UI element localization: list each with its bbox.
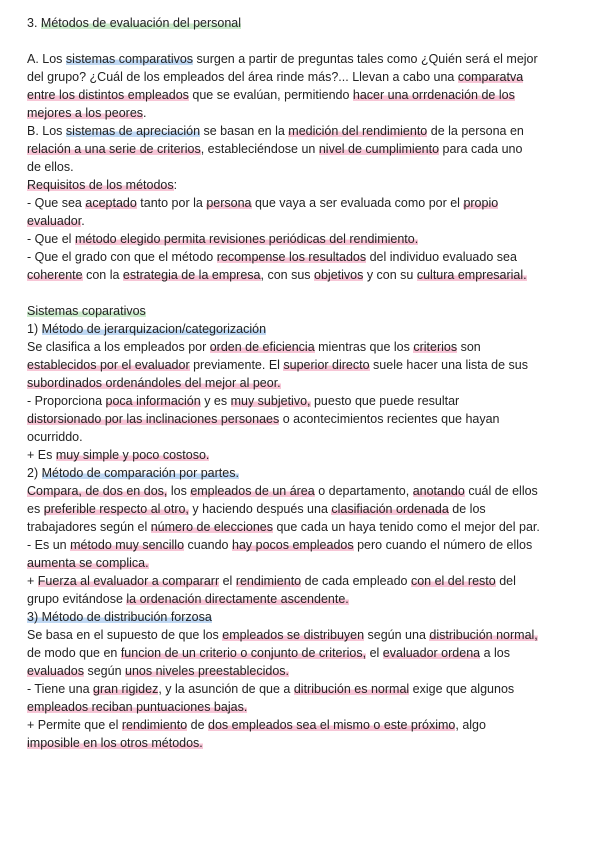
highlighted-text: sistemas de apreciación (65, 124, 201, 138)
highlighted-text: Requisitos de los métodos (27, 178, 174, 192)
text-line (27, 320, 573, 338)
highlighted-text: orden de eficiencia (209, 340, 315, 354)
text-line (27, 644, 573, 662)
text-line (27, 428, 573, 446)
text-run: B. Los (27, 124, 66, 138)
highlighted-text: ditribución es normal (293, 682, 410, 696)
text-run: y es (200, 394, 231, 408)
text-line (27, 698, 573, 716)
text-line (27, 374, 573, 392)
blank-line (27, 32, 573, 50)
text-run: es (27, 502, 44, 516)
text-line (27, 122, 573, 140)
highlighted-text: la ordenación directamente ascendente. (126, 592, 349, 606)
highlighted-text: empleados de un área (190, 484, 315, 498)
text-run: exige que algunos (409, 682, 515, 696)
highlighted-text: evaluador ordena (382, 646, 481, 660)
text-run: de ellos. (27, 160, 74, 174)
highlighted-text: rendimiento (121, 718, 188, 732)
text-run: + (27, 574, 38, 588)
text-run: - Que el (27, 232, 75, 246)
text-run: del grupo? ¿Cuál de los empleados del área rinde más?... Llevan a cabo una (27, 70, 458, 84)
text-run: . (81, 214, 85, 228)
highlighted-text: recompense los resultados (216, 250, 367, 264)
highlighted-text: evaluados (27, 664, 84, 678)
text-run: de la persona en (427, 124, 524, 138)
text-line (27, 104, 573, 122)
text-run: pero cuando el número de ellos (353, 538, 533, 552)
text-line (27, 158, 573, 176)
text-run: que cada un haya tenido como el mejor del par. (273, 520, 540, 534)
text-run: de modo que en (27, 646, 121, 660)
text-run: Se clasifica a los empleados por (27, 340, 210, 354)
highlighted-text: entre los distintos empleados (27, 88, 189, 102)
text-line (27, 662, 573, 680)
text-run: + Permite que el (27, 718, 122, 732)
text-line (27, 536, 573, 554)
highlighted-text: distorsionado por las inclinaciones personaes (27, 412, 280, 426)
highlighted-text: preferible respecto al otro, (43, 502, 189, 516)
blank-line (27, 284, 573, 302)
text-line (27, 194, 573, 212)
highlighted-text: empleados reciban puntuaciones bajas. (27, 700, 248, 714)
highlighted-text: funcion de un criterio o conjunto de criterios, (120, 646, 367, 660)
highlighted-text: imposible en los otros métodos. (27, 736, 203, 750)
text-line (27, 68, 573, 86)
text-run: y con su (363, 268, 417, 282)
text-run: - Que el grado con que el método (27, 250, 217, 264)
text-run: ocurriddo. (27, 430, 83, 444)
text-run: surgen a partir de preguntas tales como ¿Quién será el mejor (193, 52, 538, 66)
highlighted-text: clasifiación ordenada (331, 502, 449, 516)
text-run: , y la asunción de que a (158, 682, 294, 696)
highlighted-text: cultura empresarial. (416, 268, 527, 282)
text-run: : (173, 178, 178, 192)
text-line (27, 716, 573, 734)
text-run: de cada empleado (301, 574, 411, 588)
text-line (27, 626, 573, 644)
text-line (27, 554, 573, 572)
text-run: para cada uno (439, 142, 523, 156)
highlighted-text: 3) Método de distribución forzosa (27, 610, 212, 624)
highlighted-text: mejores a los peores (27, 106, 144, 120)
text-run: del (495, 574, 516, 588)
highlighted-text: hay pocos empleados (232, 538, 354, 552)
text-line (27, 500, 573, 518)
text-run: que se evalúan, permitiendo (188, 88, 353, 102)
text-run: son (457, 340, 481, 354)
highlighted-text: Métodos de evaluación del personal (40, 16, 242, 30)
highlighted-text: Método de jerarquizacion/categorización (41, 322, 267, 336)
text-run: puesto que puede resultar (310, 394, 460, 408)
highlighted-text: subordinados ordenándoles del mejor al peor. (27, 376, 281, 390)
text-run: A. Los (27, 52, 66, 66)
highlighted-text: gran rigidez (93, 682, 159, 696)
text-line (27, 590, 573, 608)
highlighted-text: rendimiento (235, 574, 302, 588)
highlighted-text: hacer una orrdenación de los (352, 88, 515, 102)
highlighted-text: muy simple y poco costoso. (55, 448, 210, 462)
text-run: , estableciéndose un (200, 142, 319, 156)
text-run: con la (82, 268, 123, 282)
text-run: que vaya a ser evaluada como por el (251, 196, 464, 210)
highlighted-text: persona (206, 196, 252, 210)
highlighted-text: nivel de cumplimiento (318, 142, 440, 156)
text-run: según (84, 664, 126, 678)
highlighted-text: medición del rendimiento (288, 124, 428, 138)
text-line (27, 140, 573, 158)
highlighted-text: dos empleados sea el mismo o este próximo (208, 718, 456, 732)
text-run: previamente. El (189, 358, 284, 372)
text-line (27, 212, 573, 230)
highlighted-text: aceptado (85, 196, 137, 210)
highlighted-text: con el del resto (410, 574, 496, 588)
text-line (27, 230, 573, 248)
text-line (27, 176, 573, 194)
text-run: a los (480, 646, 510, 660)
highlighted-text: distribución normal, (429, 628, 538, 642)
text-line (27, 410, 573, 428)
text-run: + Es (27, 448, 56, 462)
text-line (27, 446, 573, 464)
highlighted-text: poca información (105, 394, 201, 408)
text-line (27, 86, 573, 104)
text-run: o acontecimientos recientes que hayan (279, 412, 500, 426)
text-run: el (219, 574, 236, 588)
text-run: 1) (27, 322, 42, 336)
highlighted-text: criterios (413, 340, 458, 354)
highlighted-text: Compara, de dos en dos, (27, 484, 168, 498)
text-line (27, 518, 573, 536)
text-line (27, 572, 573, 590)
highlighted-text: establecidos por el evaluador (27, 358, 190, 372)
highlighted-text: estrategia de la empresa (122, 268, 261, 282)
highlighted-text: aumenta se complica. (27, 556, 149, 570)
highlighted-text: empleados se distribuyen (222, 628, 365, 642)
text-run: del individuo evaluado sea (366, 250, 517, 264)
text-run: se basan en la (200, 124, 289, 138)
text-run: - Tiene una (27, 682, 94, 696)
highlighted-text: Fuerza al evaluador a compararr (37, 574, 220, 588)
text-run: y haciendo después una (188, 502, 332, 516)
text-line (27, 608, 573, 626)
highlighted-text: comparatva (457, 70, 524, 84)
text-run: , algo (455, 718, 486, 732)
text-line (27, 338, 573, 356)
text-run: cuando (184, 538, 232, 552)
highlighted-text: propio (463, 196, 499, 210)
highlighted-text: unos niveles preestablecidos. (125, 664, 290, 678)
text-run: de los (448, 502, 486, 516)
highlighted-text: superior directo (283, 358, 370, 372)
text-line (27, 482, 573, 500)
text-run: grupo evitándose (27, 592, 127, 606)
text-run: - Es un (27, 538, 71, 552)
text-run: . (143, 106, 147, 120)
text-run: según una (364, 628, 430, 642)
highlighted-text: muy subjetivo, (230, 394, 311, 408)
text-line (27, 680, 573, 698)
text-run: - Proporciona (27, 394, 106, 408)
text-run: o departamento, (314, 484, 413, 498)
highlighted-text: evaluador (27, 214, 82, 228)
text-run: Se basa en el supuesto de que los (27, 628, 223, 642)
highlighted-text: número de elecciones (150, 520, 273, 534)
text-run: , con sus (260, 268, 315, 282)
highlighted-text: Método de comparación por partes. (41, 466, 239, 480)
text-line (27, 734, 573, 752)
text-run: - Que sea (27, 196, 86, 210)
highlighted-text: método elegido permita revisiones periódicas del rendimiento. (74, 232, 419, 246)
text-run: de (187, 718, 209, 732)
text-line (27, 50, 573, 68)
text-run: 2) (27, 466, 42, 480)
text-line (27, 14, 573, 32)
text-run: trabajadores según el (27, 520, 151, 534)
text-run: cuál de ellos (464, 484, 538, 498)
highlighted-text: coherente (27, 268, 83, 282)
text-line (27, 356, 573, 374)
highlighted-text: método muy sencillo (70, 538, 185, 552)
text-line (27, 266, 573, 284)
highlighted-text: sistemas comparativos (65, 52, 194, 66)
text-line (27, 392, 573, 410)
text-run: suele hacer una lista de sus (369, 358, 528, 372)
highlighted-text: anotando (412, 484, 465, 498)
text-run: los (167, 484, 191, 498)
text-run: el (366, 646, 383, 660)
text-run: tanto por la (136, 196, 207, 210)
highlighted-text: relación a una serie de criterios (27, 142, 201, 156)
text-line (27, 302, 573, 320)
text-line (27, 248, 573, 266)
text-line (27, 464, 573, 482)
text-run: 3. (27, 16, 41, 30)
highlighted-text: Sistemas coparativos (27, 304, 146, 318)
highlighted-text: objetivos (314, 268, 364, 282)
text-run: mientras que los (314, 340, 414, 354)
